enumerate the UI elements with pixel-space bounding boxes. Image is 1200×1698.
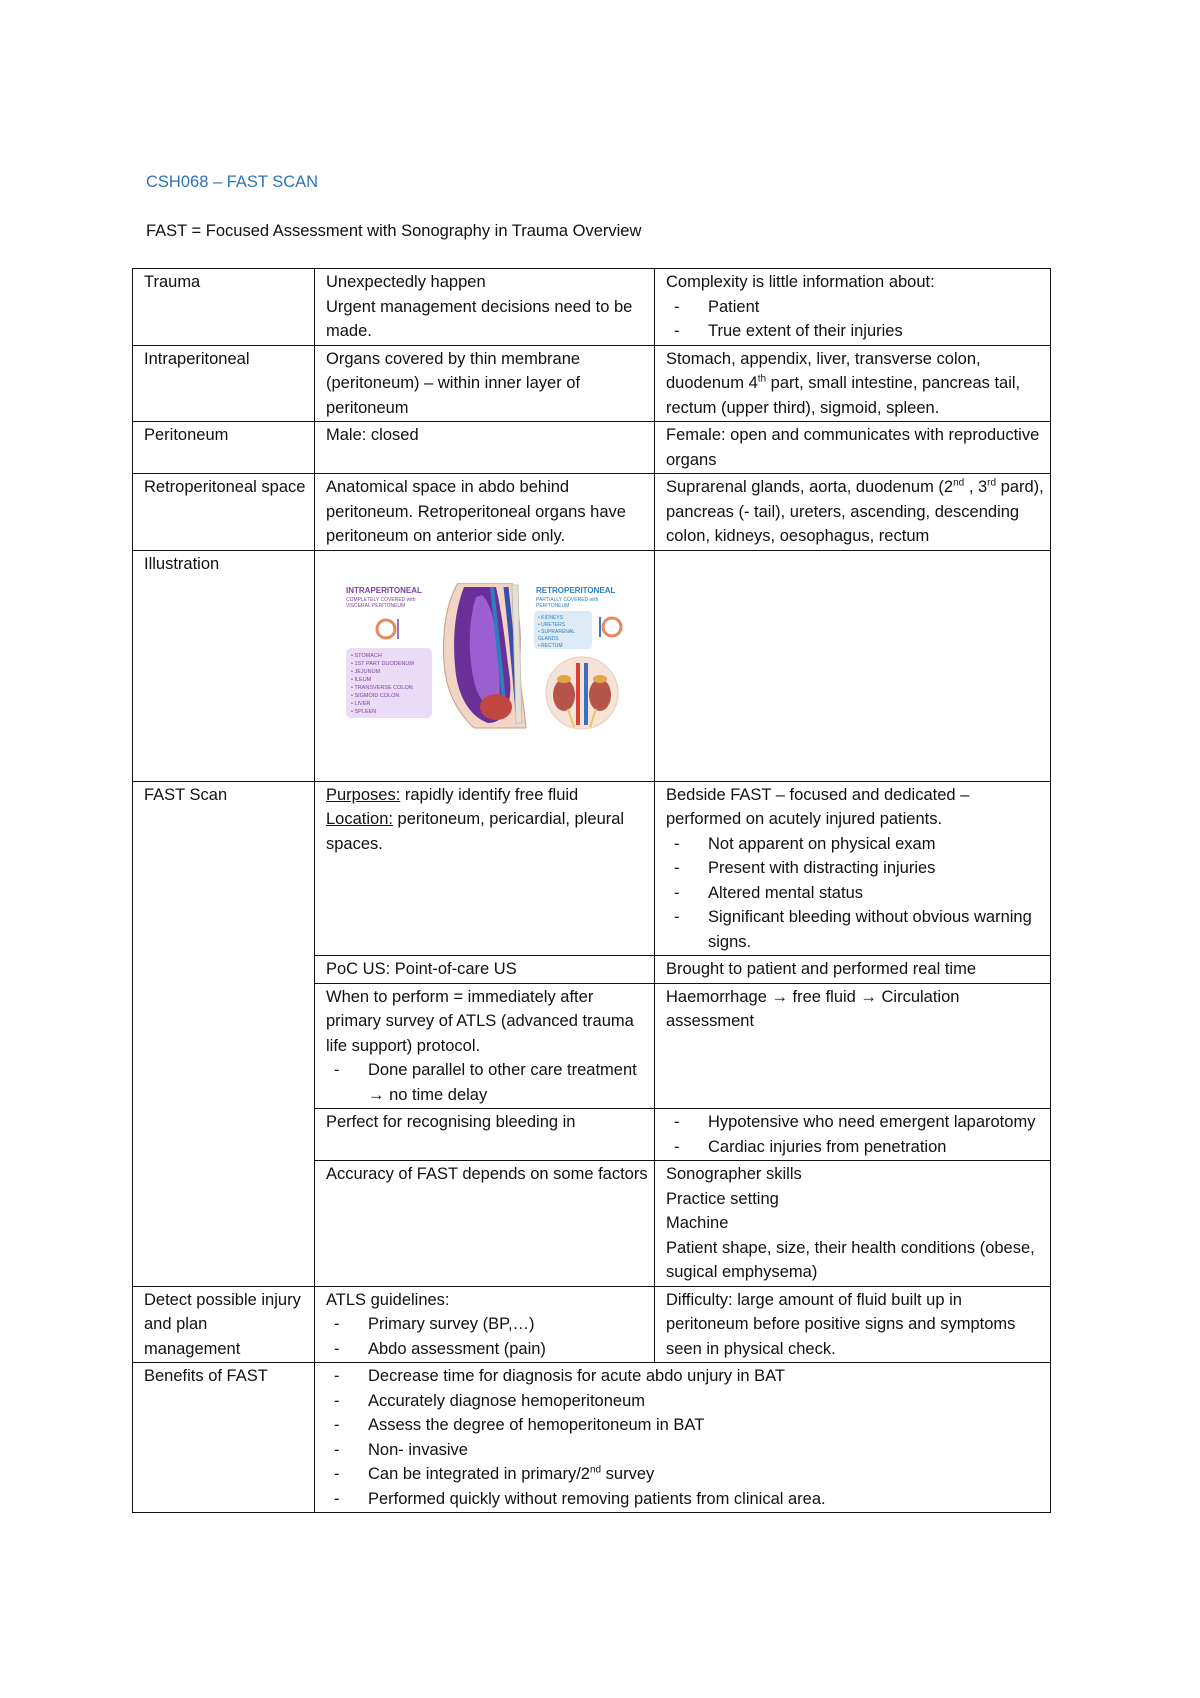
- intra-organ: • STOMACH: [351, 652, 382, 659]
- bedside-list: [666, 832, 1044, 955]
- benefits-list-cell: [315, 1363, 1051, 1513]
- retro-sub-1: PARTIALLY COVERED with: [536, 596, 599, 603]
- list-item: - Decrease time for diagnosis for acute abdo unjury in BAT: [326, 1364, 1044, 1389]
- document-title: CSH068 – FAST SCAN: [146, 173, 319, 191]
- when-text: When to perform = immediately after primary survey of ATLS (advanced trauma life support) protocol.: [326, 987, 634, 1055]
- intra-sub-1: COMPLETELY COVERED with: [346, 596, 416, 603]
- fast-bleeding-detail: [655, 1109, 1051, 1161]
- fast-bleeding: Perfect for recognising bleeding in: [315, 1109, 655, 1161]
- fast-accuracy-factors: [655, 1161, 1051, 1287]
- intra-organ: • TRANSVERSE COLON: [351, 684, 413, 691]
- row-header-fast-scan: FAST Scan: [133, 781, 315, 1286]
- intra-organ: • SIGMOID COLON: [351, 692, 400, 699]
- bedside-intro: Bedside FAST – focused and dedicated – performed on acutely injured patients.: [666, 785, 970, 828]
- fast-poc-detail: Brought to patient and performed real time: [655, 956, 1051, 984]
- trauma-line-1: Unexpectedly happen: [326, 273, 486, 291]
- fast-purposes: [326, 783, 648, 808]
- atls-intro: ATLS guidelines:: [326, 1290, 450, 1309]
- benefit-5-b: survey: [601, 1465, 655, 1483]
- intra-ring-icon: [377, 619, 398, 639]
- peritoneum-female: Female: open and communicates with reproductive organs: [655, 422, 1051, 474]
- accuracy-factor: Machine: [666, 1214, 729, 1232]
- intra-organ: • LIVER: [351, 700, 371, 707]
- table-row-peritoneum: [133, 422, 1051, 474]
- list-item: - Done parallel to other care treatment → no time delay: [326, 1058, 648, 1107]
- superscript: th: [757, 373, 767, 385]
- table-row-intraperitoneal: [133, 345, 1051, 422]
- list-item: - Significant bleeding without obvious warning signs.: [666, 905, 1044, 954]
- location-label: Location:: [326, 810, 393, 828]
- fast-poc: PoC US: Point-of-care US: [315, 956, 655, 984]
- trauma-complexity: [655, 269, 1051, 346]
- list-item: - True extent of their injuries: [666, 319, 1044, 344]
- retro-organ: • RECTUM: [538, 642, 563, 649]
- fast-bedside: [655, 781, 1051, 956]
- row-header-peritoneum: Peritoneum: [133, 422, 315, 474]
- location-text: peritoneum, pericardial, pleural spaces.: [326, 810, 625, 853]
- benefit-5-a: Can be integrated in primary/2: [368, 1465, 590, 1483]
- retro-organs-c: pard), pancreas (- tail), ureters, ascending, descending colon, kidneys, oesophagus, rectum: [666, 478, 1044, 545]
- superscript: rd: [987, 477, 997, 489]
- illustration-empty-cell: [655, 550, 1051, 781]
- accuracy-factor: Practice setting: [666, 1189, 779, 1208]
- list-item: [326, 1462, 1044, 1487]
- list-item: - Patient: [666, 295, 1044, 320]
- retroperitoneal-organs: [655, 474, 1051, 551]
- retro-title: RETROPERITONEAL: [536, 585, 616, 595]
- benefits-list: [326, 1364, 1044, 1511]
- retroperitoneal-description: Anatomical space in abdo behind peritoneum. Retroperitoneal organs have peritoneum on anterior side only.: [315, 474, 655, 551]
- row-header-illustration: Illustration: [133, 550, 315, 781]
- retro-organ: • KIDNEYS: [538, 614, 564, 621]
- table-row-trauma: [133, 269, 1051, 346]
- row-header-trauma: Trauma: [133, 269, 315, 346]
- retro-ring-icon: [600, 617, 621, 637]
- intra-organ: • ILEUM: [351, 676, 372, 683]
- table-row-benefits: [133, 1363, 1051, 1513]
- retro-organ: GLANDS: [538, 635, 559, 642]
- table-row-retroperitoneal: [133, 474, 1051, 551]
- intra-organ: • SPLEEN: [351, 708, 377, 715]
- table-row-illustration: [133, 550, 1051, 781]
- intraperitoneal-description: Organs covered by thin membrane (peritoneum) – within inner layer of peritoneum: [315, 345, 655, 422]
- fast-when: [315, 983, 655, 1109]
- illustration-cell: [315, 550, 655, 781]
- row-header-benefits: Benefits of FAST: [133, 1363, 315, 1513]
- intra-sub-2: VISCERAL PERITONEUM: [346, 602, 406, 609]
- list-item: - Present with distracting injuries: [666, 856, 1044, 881]
- intraperitoneal-organs-b: part, small intestine, pancreas tail, rectum (upper third), sigmoid, spleen.: [666, 374, 1021, 417]
- row-header-retroperitoneal: Retroperitoneal space: [133, 474, 315, 551]
- fast-purposes-location: [315, 781, 655, 956]
- retro-organ: • SUPRARENAL: [538, 628, 575, 635]
- list-item: - Primary survey (BP,…): [326, 1312, 648, 1337]
- list-item: - Non- invasive: [326, 1438, 1044, 1463]
- accuracy-factor: Patient shape, size, their health conditions (obese, sugical emphysema): [666, 1238, 1035, 1281]
- list-item: - Abdo assessment (pain): [326, 1337, 648, 1362]
- intra-title: INTRAPERITONEAL: [346, 585, 422, 595]
- list-item: - Altered mental status: [666, 881, 1044, 906]
- intraperitoneal-organs: [655, 345, 1051, 422]
- trauma-complexity-intro: Complexity is little information about:: [666, 273, 935, 291]
- superscript: nd: [953, 477, 965, 489]
- list-item: - Cardiac injuries from penetration: [666, 1135, 1044, 1160]
- row-header-detect: Detect possible injury and plan management: [133, 1286, 315, 1363]
- intra-organ: • 1ST PART DUODENUM: [351, 660, 414, 667]
- atls-list: [326, 1312, 648, 1361]
- retroperitoneal-organs-diagram: [546, 657, 618, 729]
- retro-organs-b: , 3: [964, 478, 988, 496]
- detect-difficulty: Difficulty: large amount of fluid built up in peritoneum before positive signs and symptoms seen in physical check.: [655, 1286, 1051, 1363]
- intra-organ: • JEJUNUM: [351, 668, 381, 675]
- peritoneum-illustration: [346, 583, 636, 733]
- fast-accuracy: Accuracy of FAST depends on some factors: [315, 1161, 655, 1287]
- trauma-line-2: Urgent management decisions need to be made.: [326, 297, 633, 340]
- list-item: - Not apparent on physical exam: [666, 832, 1044, 857]
- abdomen-sagittal-diagram: [444, 583, 526, 728]
- table-row-fast-purposes: [133, 781, 1051, 956]
- trauma-complexity-list: [666, 295, 1044, 344]
- list-item: - Hypotensive who need emergent laparotomy: [666, 1110, 1044, 1135]
- table-row-detect: [133, 1286, 1051, 1363]
- when-list: [326, 1058, 648, 1107]
- row-header-intraperitoneal: Intraperitoneal: [133, 345, 315, 422]
- purposes-text: rapidly identify free fluid: [400, 785, 579, 804]
- superscript: nd: [589, 1464, 602, 1476]
- list-item: - Performed quickly without removing patients from clinical area.: [326, 1487, 1044, 1512]
- list-item: - Assess the degree of hemoperitoneum in BAT: [326, 1413, 1044, 1438]
- retro-sub-2: PERITONEUM: [536, 602, 570, 609]
- retro-organ: • URETERS: [538, 621, 566, 628]
- list-item: - Accurately diagnose hemoperitoneum: [326, 1389, 1044, 1414]
- document-subtitle: FAST = Focused Assessment with Sonography in Trauma Overview: [146, 222, 642, 240]
- fast-location: [326, 807, 648, 856]
- fast-when-detail: Haemorrhage → free fluid → Circulation assessment: [655, 983, 1051, 1109]
- fast-overview-table: [132, 268, 1051, 1513]
- purposes-label: Purposes:: [326, 785, 401, 804]
- accuracy-factor: Sonographer skills: [666, 1165, 802, 1183]
- detect-atls: [315, 1286, 655, 1363]
- trauma-description: [315, 269, 655, 346]
- bleeding-list: [666, 1110, 1044, 1159]
- peritoneum-male: Male: closed: [315, 422, 655, 474]
- intraperitoneal-organs-a: Stomach, appendix, liver, transverse colon, duodenum 4: [666, 349, 981, 392]
- retro-organs-a: Suprarenal glands, aorta, duodenum (2: [666, 478, 954, 496]
